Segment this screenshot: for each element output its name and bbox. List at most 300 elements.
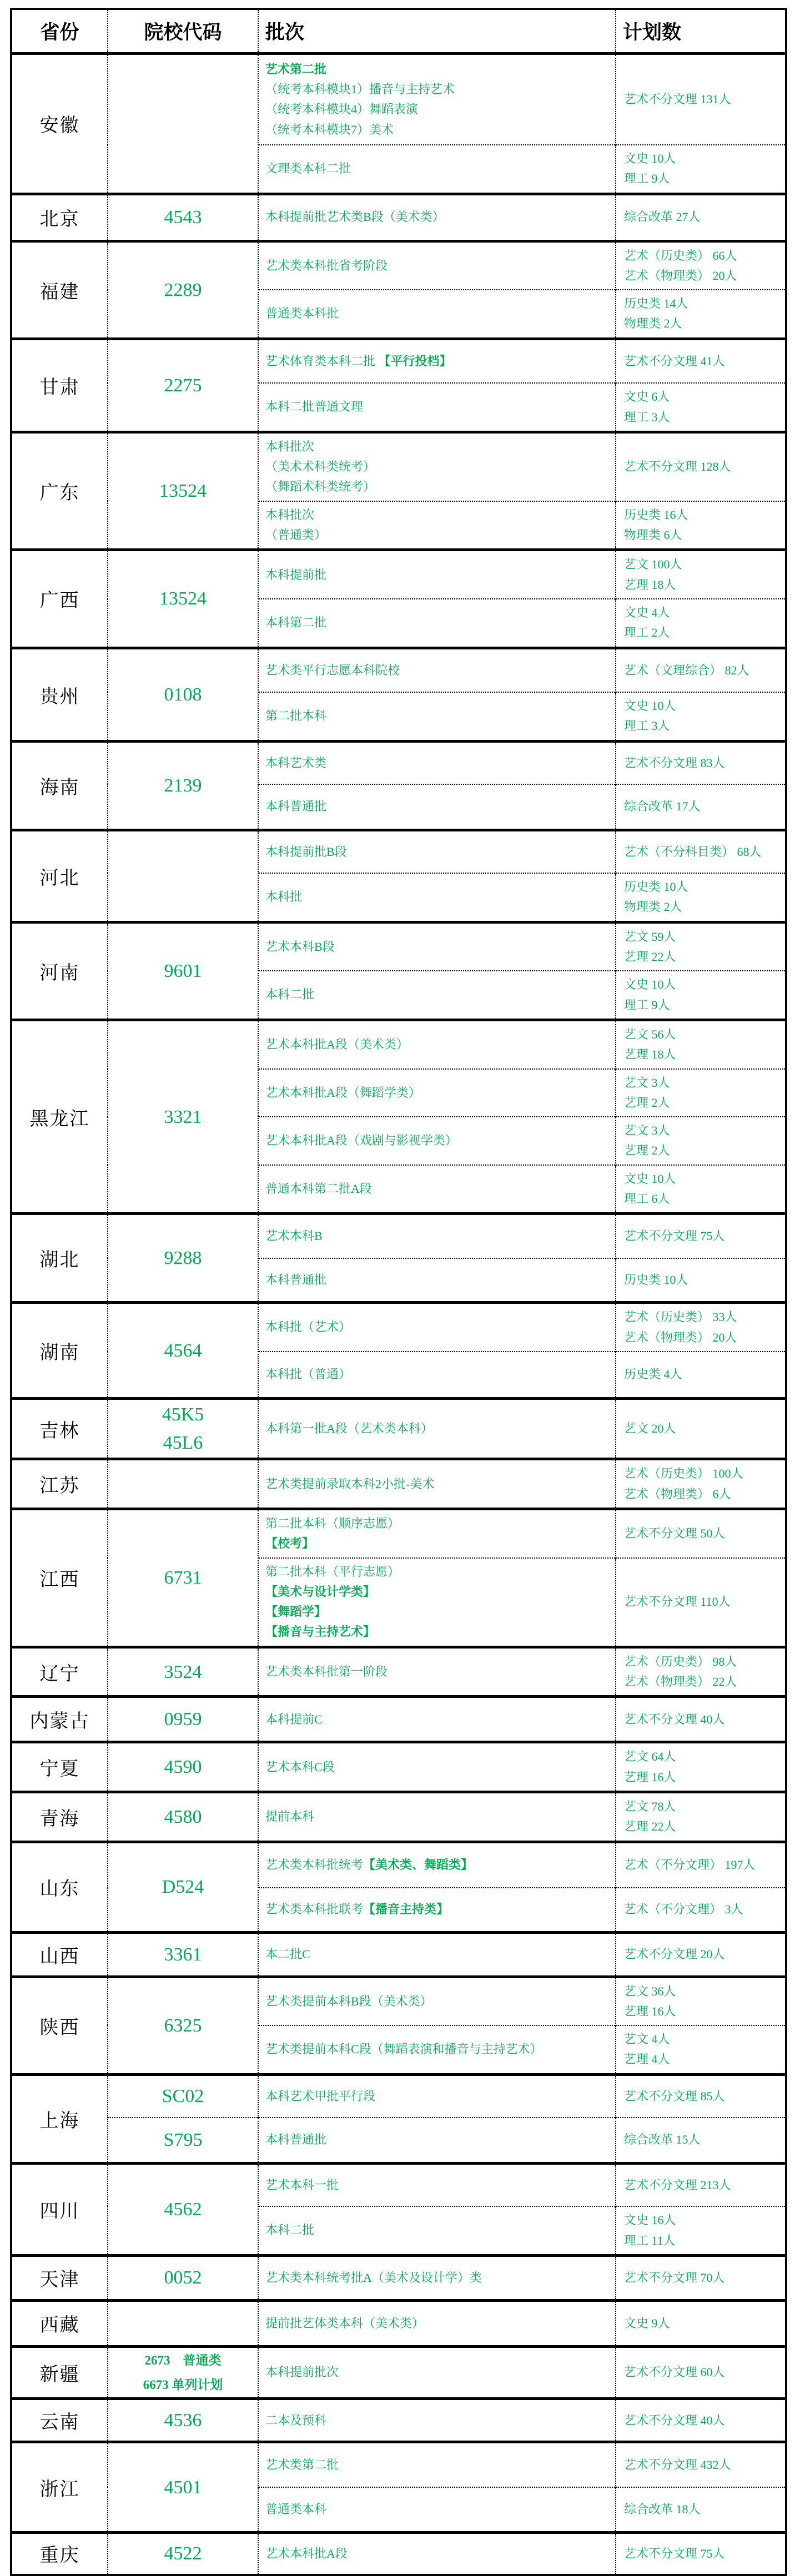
plan-line: 理工 3人 (624, 719, 670, 733)
batch-cell (258, 1459, 616, 1509)
plan-cell (616, 194, 786, 241)
province-cell: 山西 (11, 1932, 108, 1977)
college-code-cell (108, 1842, 258, 1932)
table-row (11, 1792, 786, 1842)
batch-line: 普通本科第二批A段 (265, 1181, 372, 1196)
plan-cell (616, 1303, 786, 1352)
code-line: 4580 (164, 1806, 202, 1827)
plan-cell (616, 1352, 786, 1399)
batch-line: 艺术本科B段 (265, 939, 335, 954)
table-row (11, 1020, 786, 1068)
province-group (11, 339, 786, 432)
table-row (11, 1214, 786, 1258)
college-code-cell (108, 648, 258, 741)
batch-line: 艺术类提前本科B段（美术类） (265, 1994, 432, 2008)
batch-line: 本科第一批A段（艺术类本科） (265, 1421, 433, 1436)
plan-line: 艺术（不分文理） 3人 (624, 1902, 743, 1917)
batch-cell (258, 550, 616, 599)
plan-cell (616, 1558, 786, 1647)
table-header (11, 9, 786, 53)
batch-line: 【美术与设计学类】 (265, 1584, 376, 1599)
table-row (11, 1647, 786, 1697)
province-cell: 山东 (11, 1842, 108, 1932)
province-cell: 云南 (11, 2399, 108, 2442)
batch-cell (258, 1697, 616, 1742)
table-row (11, 648, 786, 692)
header-college-code: 院校代码 (108, 9, 258, 53)
plan-line: 文史 10人 (624, 699, 676, 713)
college-code-cell (108, 241, 258, 339)
province-group (11, 2399, 786, 2442)
plan-line: 艺术（历史类） 66人 (624, 248, 737, 263)
batch-line: 提前本科 (265, 1809, 315, 1824)
code-line: 2275 (164, 375, 202, 396)
college-code-cell (108, 1214, 258, 1303)
batch-cell (258, 599, 616, 648)
plan-line: 艺术（物理类） 6人 (624, 1486, 731, 1501)
province-group (11, 2074, 786, 2163)
batch-cell (258, 1165, 616, 1214)
batch-line: 文理类本科二批 (265, 162, 351, 176)
batch-cell (258, 2487, 616, 2533)
plan-line: 艺文 3人 (624, 1123, 670, 1138)
batch-cell (258, 53, 616, 145)
batch-line: 艺术类本科批联考【播音主持类】 (265, 1902, 449, 1917)
plan-cell (616, 53, 786, 145)
batch-line: （统考本科模块4）舞蹈表演 (265, 102, 419, 117)
province-group (11, 1020, 786, 1213)
college-code-cell (108, 194, 258, 241)
batch-cell (258, 2118, 616, 2163)
plan-cell (616, 145, 786, 194)
batch-line: 本科艺术类 (265, 755, 327, 770)
plan-line: 艺术不分文理 213人 (624, 2177, 731, 2192)
province-group (11, 1647, 786, 1697)
batch-line: （舞蹈术科类统考） (265, 480, 376, 494)
plan-cell (616, 692, 786, 741)
batch-cell (258, 1399, 616, 1459)
code-line: 0052 (164, 2267, 202, 2288)
code-line: 0959 (164, 1709, 202, 1730)
batch-line: 艺术类本科批统考【美术类、舞蹈类】 (265, 1858, 474, 1872)
plan-line: 艺术不分文理 432人 (624, 2457, 731, 2472)
batch-cell (258, 194, 616, 241)
batch-line: 普通类本科 (265, 2502, 327, 2516)
batch-line: （统考本科模块7）美术 (265, 122, 394, 137)
plan-cell (616, 432, 786, 501)
province-cell: 内蒙古 (11, 1697, 108, 1742)
code-line: 4543 (164, 207, 202, 228)
batch-line: 本科批 (265, 890, 303, 904)
batch-line: 【播音与主持艺术】 (265, 1625, 376, 1639)
plan-cell (616, 2025, 786, 2074)
batch-line: 第二批本科（顺序志愿） (265, 1516, 400, 1530)
plan-cell (616, 2074, 786, 2118)
batch-line: 本二批C (265, 1947, 310, 1961)
plan-line: 理工 2人 (624, 626, 670, 640)
plan-line: 文史 16人 (624, 2213, 676, 2227)
code-line: 4564 (164, 1340, 202, 1361)
batch-cell (258, 145, 616, 194)
batch-cell (258, 2533, 616, 2575)
province-group (11, 922, 786, 1020)
plan-cell (616, 971, 786, 1020)
batch-line: 艺术体育类本科二批 【平行投档】 (265, 354, 452, 368)
batch-cell (258, 1214, 616, 1258)
batch-cell (258, 2255, 616, 2300)
table-row (11, 2533, 786, 2575)
college-code-cell (108, 2399, 258, 2442)
college-code-cell (108, 1509, 258, 1647)
plan-line: 物理类 2人 (624, 900, 682, 914)
table-row (11, 922, 786, 971)
table-row (11, 1742, 786, 1792)
plan-cell (616, 741, 786, 784)
code-line: 6673 单列计划 (143, 2377, 223, 2392)
college-code-cell: S795 (108, 2118, 258, 2163)
province-cell: 新疆 (11, 2346, 108, 2398)
code-line: 3524 (164, 1661, 202, 1682)
batch-line: 艺术类提前录取本科2小批-美术 (265, 1476, 435, 1491)
college-code-cell (108, 1459, 258, 1509)
batch-cell (258, 1352, 616, 1399)
code-line: 4562 (164, 2199, 202, 2220)
plan-line: 艺文 56人 (624, 1027, 676, 1041)
plan-line: 艺术（物理类） 20人 (624, 1330, 737, 1344)
plan-line: 物理类 2人 (624, 316, 682, 331)
plan-line: 历史类 10人 (624, 1272, 688, 1287)
college-code-cell (108, 1792, 258, 1842)
plan-line: 物理类 6人 (624, 528, 682, 542)
code-line: 45K5 (162, 1404, 204, 1425)
province-cell: 江西 (11, 1509, 108, 1647)
province-group (11, 648, 786, 741)
plan-line: 艺术（物理类） 20人 (624, 268, 737, 283)
province-group (11, 1842, 786, 1932)
province-group (11, 2163, 786, 2255)
batch-line: 本科二批 (265, 2223, 315, 2237)
table-row (11, 1932, 786, 1977)
batch-cell (258, 2300, 616, 2346)
college-code-cell (108, 1647, 258, 1697)
table-row (11, 741, 786, 784)
batch-cell (258, 1742, 616, 1792)
batch-line: （美术术科类统考） (265, 460, 376, 474)
plan-cell (616, 1459, 786, 1509)
table-row (11, 241, 786, 290)
batch-line: 本科第二批 (265, 616, 327, 630)
batch-line: 艺术本科一批 (265, 2177, 339, 2192)
code-line: 4536 (164, 2410, 202, 2431)
plan-line: 历史类 14人 (624, 296, 688, 311)
batch-cell (258, 2206, 616, 2255)
plan-cell (616, 2300, 786, 2346)
plan-cell (616, 648, 786, 692)
college-code-cell (108, 2163, 258, 2255)
batch-line: 本科提前批艺术类B段（美术类） (265, 210, 445, 224)
batch-cell (258, 1932, 616, 1977)
province-cell: 福建 (11, 241, 108, 339)
table-row (11, 550, 786, 599)
plan-cell (616, 1069, 786, 1117)
plan-cell (616, 339, 786, 383)
batch-cell (258, 1117, 616, 1165)
college-code-cell (108, 1977, 258, 2074)
plan-line: 艺术不分文理 60人 (624, 2365, 725, 2380)
province-group (11, 1399, 786, 1459)
batch-cell (258, 1792, 616, 1842)
province-cell: 西藏 (11, 2300, 108, 2346)
batch-line: 二本及预科 (265, 2413, 327, 2427)
batch-cell (258, 692, 616, 741)
code-line: 13524 (159, 481, 207, 502)
college-code-cell (108, 53, 258, 194)
plan-line: 艺术不分文理 40人 (624, 1712, 725, 1726)
plan-cell (616, 1932, 786, 1977)
batch-line: 本科二批普通文理 (265, 400, 364, 414)
province-cell: 陕西 (11, 1977, 108, 2074)
province-cell: 宁夏 (11, 1742, 108, 1792)
table-row (11, 2346, 786, 2398)
province-group (11, 550, 786, 648)
plan-line: 艺文 59人 (624, 929, 676, 944)
college-code-cell (108, 1697, 258, 1742)
province-cell: 甘肃 (11, 339, 108, 432)
batch-line: 本科提前批B段 (265, 844, 347, 859)
plan-cell (616, 830, 786, 873)
province-cell: 河北 (11, 830, 108, 922)
plan-line: 艺术不分文理 75人 (624, 1229, 725, 1243)
batch-cell (258, 873, 616, 922)
batch-line: 本科普通批 (265, 2133, 327, 2147)
batch-cell (258, 501, 616, 550)
college-code-cell (108, 830, 258, 922)
batch-line: 提前批艺体类本科（美术类） (265, 2316, 425, 2330)
batch-line: 本科二批 (265, 987, 315, 1002)
college-code-cell (108, 1303, 258, 1399)
plan-line: 艺术（不分文理） 197人 (624, 1858, 756, 1872)
plan-line: 艺文 78人 (624, 1799, 676, 1813)
header-batch: 批次 (258, 9, 616, 53)
table-row (11, 2255, 786, 2300)
plan-cell (616, 550, 786, 599)
batch-line: 艺术类平行志愿本科院校 (265, 663, 400, 677)
batch-line: 艺术本科C段 (265, 1760, 335, 1774)
province-cell: 江苏 (11, 1459, 108, 1509)
batch-cell (258, 290, 616, 339)
plan-line: 文史 9人 (624, 2316, 670, 2330)
plan-line: 理工 11人 (624, 2233, 676, 2247)
plan-line: 艺术不分文理 83人 (624, 755, 725, 770)
table-row (11, 2163, 786, 2206)
code-line: 3361 (164, 1944, 202, 1965)
province-cell: 天津 (11, 2255, 108, 2300)
province-cell: 上海 (11, 2074, 108, 2163)
province-cell: 吉林 (11, 1399, 108, 1459)
code-line: 45L6 (163, 1433, 203, 1454)
batch-line: 艺术第二批 (265, 62, 327, 76)
batch-line: 艺术类本科批省考阶段 (265, 258, 388, 273)
code-line: 4590 (164, 1757, 202, 1778)
plan-line: 历史类 10人 (624, 880, 688, 894)
plan-cell (616, 290, 786, 339)
province-cell: 湖北 (11, 1214, 108, 1303)
province-group (11, 432, 786, 550)
college-code-cell (108, 2533, 258, 2575)
province-group (11, 741, 786, 830)
plan-line: 艺理 18人 (624, 577, 676, 592)
province-cell: 浙江 (11, 2442, 108, 2533)
plan-line: 综合改革 18人 (624, 2502, 701, 2516)
province-cell: 湖南 (11, 1303, 108, 1399)
plan-line: 艺文 3人 (624, 1075, 670, 1090)
province-group (11, 2300, 786, 2346)
plan-cell (616, 1258, 786, 1303)
header-row (11, 9, 786, 53)
plan-cell (616, 784, 786, 830)
batch-cell (258, 2346, 616, 2398)
province-group (11, 1303, 786, 1399)
code-line: 6325 (164, 2015, 202, 2036)
plan-line: 文史 4人 (624, 605, 670, 619)
plan-cell (616, 1697, 786, 1742)
plan-cell (616, 873, 786, 922)
plan-line: 艺文 4人 (624, 2032, 670, 2046)
plan-cell (616, 1117, 786, 1165)
batch-cell (258, 741, 616, 784)
header-plan-count: 计划数 (616, 9, 786, 53)
province-group (11, 1459, 786, 1509)
plan-line: 艺术不分文理 20人 (624, 1947, 725, 1961)
table-row (11, 53, 786, 145)
college-code-cell (108, 432, 258, 550)
province-group (11, 241, 786, 339)
batch-cell (258, 383, 616, 432)
batch-line: 艺术类第二批 (265, 2457, 339, 2472)
plan-line: 艺理 2人 (624, 1095, 670, 1110)
batch-cell (258, 1558, 616, 1647)
code-line: 0108 (164, 684, 202, 705)
plan-line: 综合改革 15人 (624, 2133, 701, 2147)
batch-cell (258, 1509, 616, 1557)
plan-line: 文史 6人 (624, 390, 670, 404)
college-code-cell (108, 1742, 258, 1792)
plan-cell (616, 383, 786, 432)
college-code-cell (108, 2255, 258, 2300)
plan-cell (616, 922, 786, 971)
province-cell: 青海 (11, 1792, 108, 1842)
province-group (11, 1214, 786, 1303)
batch-line: 【校考】 (265, 1536, 315, 1551)
plan-line: 艺文 100人 (624, 557, 682, 572)
plan-cell (616, 2255, 786, 2300)
table-row (11, 1399, 786, 1459)
plan-line: 文史 10人 (624, 977, 676, 992)
batch-cell (258, 1888, 616, 1932)
province-group (11, 1509, 786, 1647)
plan-cell (616, 599, 786, 648)
batch-cell (258, 784, 616, 830)
plan-line: 艺术（物理类） 22人 (624, 1675, 737, 1689)
plan-line: 艺理 22人 (624, 1819, 676, 1834)
plan-cell (616, 1165, 786, 1214)
batch-cell (258, 2163, 616, 2206)
plan-line: 艺术（不分科目类） 68人 (624, 844, 762, 859)
province-group (11, 1742, 786, 1792)
table-row (11, 2074, 786, 2118)
batch-line: 本科艺术甲批平行段 (265, 2089, 376, 2103)
batch-line: 艺术类本科批第一阶段 (265, 1664, 388, 1678)
batch-line: 艺术类本科统考批A（美术及设计学）类 (265, 2270, 482, 2285)
province-group (11, 2442, 786, 2533)
admission-plan-table-wrap (10, 8, 785, 2576)
code-line: 2139 (164, 775, 202, 796)
batch-line: 艺术本科批A段（美术类） (265, 1037, 409, 1052)
table-row (11, 432, 786, 501)
plan-cell (616, 241, 786, 290)
plan-cell (616, 1888, 786, 1932)
code-line: 13524 (159, 588, 207, 609)
table-row (11, 830, 786, 873)
code-line: D524 (162, 1877, 204, 1898)
table-row (11, 339, 786, 383)
batch-line: 艺术本科批A段（戏剧与影视学类） (265, 1133, 457, 1148)
plan-line: 艺理 18人 (624, 1047, 676, 1062)
plan-cell (616, 2206, 786, 2255)
batch-line: 【舞蹈学】 (265, 1605, 327, 1619)
table-row (11, 194, 786, 241)
batch-cell (258, 1977, 616, 2025)
plan-cell (616, 2399, 786, 2442)
plan-line: 艺术（文理综合） 82人 (624, 663, 749, 677)
table-row (11, 1459, 786, 1509)
batch-cell (258, 1842, 616, 1888)
province-group (11, 53, 786, 194)
batch-line: 本科提前批 (265, 567, 327, 582)
plan-cell (616, 1742, 786, 1792)
province-group (11, 2255, 786, 2300)
college-code-cell (108, 2300, 258, 2346)
plan-line: 历史类 4人 (624, 1367, 682, 1382)
table-row (11, 1697, 786, 1742)
plan-line: 文史 10人 (624, 152, 676, 165)
province-cell: 重庆 (11, 2533, 108, 2575)
province-cell: 贵州 (11, 648, 108, 741)
batch-cell (258, 1069, 616, 1117)
plan-cell (616, 2487, 786, 2533)
plan-line: 综合改革 27人 (624, 210, 701, 224)
batch-line: 本科提前C (265, 1712, 323, 1726)
plan-line: 艺术不分文理 110人 (624, 1595, 731, 1609)
province-group (11, 1697, 786, 1742)
plan-line: 艺理 16人 (624, 2004, 676, 2018)
plan-cell (616, 1647, 786, 1697)
plan-line: 艺术不分文理 50人 (624, 1526, 725, 1541)
batch-cell (258, 2074, 616, 2118)
plan-line: 艺术不分文理 131人 (624, 92, 731, 107)
college-code-cell (108, 1399, 258, 1459)
college-code-cell (108, 1932, 258, 1977)
table-row (11, 2118, 786, 2163)
batch-line: （统考本科模块1）播音与主持艺术 (265, 82, 455, 96)
plan-line: 艺术（历史类） 33人 (624, 1310, 737, 1324)
province-cell: 辽宁 (11, 1647, 108, 1697)
plan-line: 艺理 4人 (624, 2052, 670, 2066)
plan-line: 文史 10人 (624, 1171, 676, 1186)
plan-cell (616, 1399, 786, 1459)
plan-line: 理工 9人 (624, 172, 670, 186)
table-row (11, 1842, 786, 1888)
